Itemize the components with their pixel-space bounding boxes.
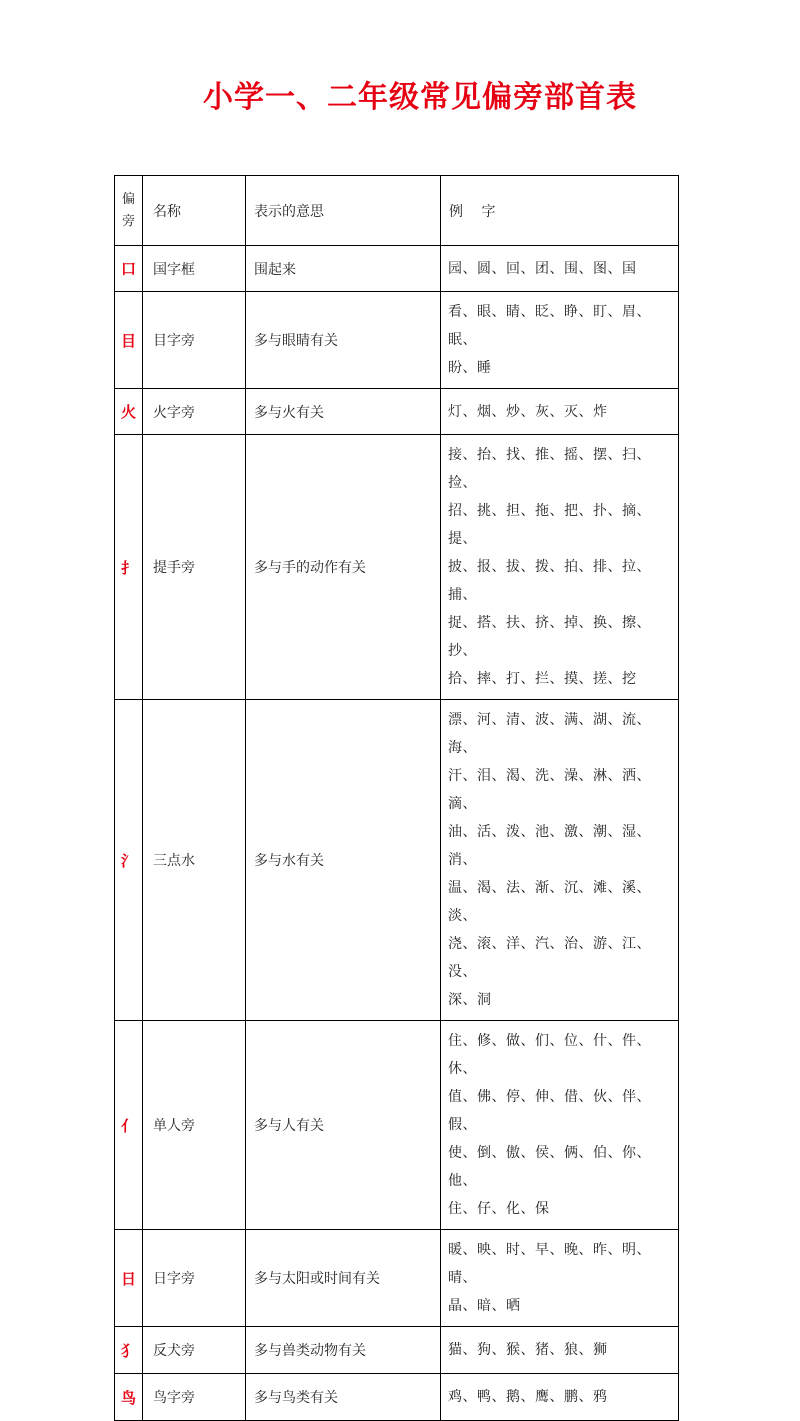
table-row (115, 435, 679, 700)
examples-cell (441, 1230, 679, 1327)
examples-cell (441, 1374, 679, 1421)
example-line: 招、挑、担、拖、把、扑、摘、提、 (448, 503, 651, 547)
meaning-cell: 多与鸟类有关 (246, 1374, 441, 1421)
table-row (115, 1230, 679, 1327)
examples-lines (448, 706, 678, 1014)
example-line: 暖、映、时、早、晚、昨、明、晴、 (448, 1242, 651, 1286)
table-row (115, 292, 679, 389)
example-line: 住、修、做、们、位、什、件、休、 (448, 1033, 651, 1077)
meaning-cell: 多与火有关 (246, 389, 441, 435)
examples-lines (448, 1236, 678, 1320)
radicals-table (114, 175, 679, 1421)
name-cell: 火字旁 (143, 389, 246, 435)
example-line: 披、报、拔、拨、拍、排、拉、捕、 (448, 559, 651, 603)
table-row (115, 246, 679, 292)
example-line: 接、抬、找、推、摇、摆、扫、捡、 (448, 447, 651, 491)
table-row (115, 1327, 679, 1374)
example-line: 温、渴、法、渐、沉、滩、溪、淡、 (448, 880, 651, 924)
examples-cell (441, 389, 679, 435)
name-cell: 鸟字旁 (143, 1374, 246, 1421)
radical-cell: 犭 (115, 1327, 143, 1374)
example-line: 看、眼、睛、眨、睁、盯、眉、眠、 (448, 304, 651, 348)
radical-cell: 氵 (115, 700, 143, 1021)
examples-lines (448, 1336, 678, 1364)
examples-cell (441, 435, 679, 700)
example-line: 拾、摔、打、拦、摸、搓、挖 (448, 671, 637, 687)
header-examples: 例 字 (441, 176, 679, 246)
table-row (115, 1021, 679, 1230)
example-line: 浇、滚、洋、汽、治、游、江、没、 (448, 936, 651, 980)
page-title: 小学一、二年级常见偏旁部首表 (203, 80, 637, 115)
meaning-cell: 多与兽类动物有关 (246, 1327, 441, 1374)
meaning-cell: 多与眼睛有关 (246, 292, 441, 389)
example-line: 汗、泪、渴、洗、澡、淋、洒、滴、 (448, 768, 651, 812)
examples-cell (441, 1021, 679, 1230)
example-line: 值、佛、停、伸、借、伙、伴、假、 (448, 1089, 651, 1133)
name-cell: 提手旁 (143, 435, 246, 700)
name-cell: 日字旁 (143, 1230, 246, 1327)
example-line: 使、倒、傲、侯、俩、伯、你、他、 (448, 1145, 651, 1189)
meaning-cell: 多与手的动作有关 (246, 435, 441, 700)
table-row (115, 389, 679, 435)
examples-cell (441, 246, 679, 292)
example-line: 晶、暗、晒 (448, 1298, 521, 1314)
header-radical-line1: 偏 (121, 191, 135, 207)
radical-cell: 鸟 (115, 1374, 143, 1421)
radical-cell: 火 (115, 389, 143, 435)
header-radical (115, 176, 143, 246)
example-line: 深、洞 (448, 992, 492, 1008)
example-line: 住、仔、化、保 (448, 1201, 550, 1217)
table-row (115, 700, 679, 1021)
name-cell: 目字旁 (143, 292, 246, 389)
examples-cell (441, 292, 679, 389)
name-cell: 单人旁 (143, 1021, 246, 1230)
table-header-row (115, 176, 679, 246)
name-cell: 反犬旁 (143, 1327, 246, 1374)
meaning-cell: 围起来 (246, 246, 441, 292)
example-line: 盼、睡 (448, 360, 492, 376)
examples-lines (448, 398, 678, 426)
meaning-cell: 多与太阳或时间有关 (246, 1230, 441, 1327)
meaning-cell: 多与人有关 (246, 1021, 441, 1230)
example-line: 园、圆、回、团、围、图、国 (448, 260, 637, 277)
examples-cell (441, 700, 679, 1021)
radical-cell: 日 (115, 1230, 143, 1327)
examples-lines (448, 298, 678, 382)
example-line: 捉、搭、扶、挤、掉、换、擦、抄、 (448, 615, 651, 659)
example-line: 猫、狗、猴、猪、狼、狮 (448, 1342, 608, 1358)
example-line: 灯、烟、炒、灰、灭、炸 (448, 403, 608, 420)
radical-cell: 亻 (115, 1021, 143, 1230)
header-meaning: 表示的意思 (246, 176, 441, 246)
radical-cell: 口 (115, 246, 143, 292)
examples-lines (448, 1383, 678, 1411)
meaning-cell: 多与水有关 (246, 700, 441, 1021)
example-line: 漂、河、清、波、满、湖、流、海、 (448, 712, 651, 756)
name-cell: 国字框 (143, 246, 246, 292)
examples-lines (448, 441, 678, 693)
examples-lines (448, 255, 678, 283)
header-name: 名称 (143, 176, 246, 246)
header-radical-line2: 旁 (121, 213, 135, 229)
example-line: 油、活、泼、池、激、潮、湿、消、 (448, 824, 651, 868)
radical-cell: 目 (115, 292, 143, 389)
radical-cell: 扌 (115, 435, 143, 700)
table-row (115, 1374, 679, 1421)
examples-lines (448, 1027, 678, 1223)
examples-cell (441, 1327, 679, 1374)
example-line: 鸡、鸭、鹅、鹰、鹏、鸦 (448, 1389, 608, 1405)
name-cell: 三点水 (143, 700, 246, 1021)
